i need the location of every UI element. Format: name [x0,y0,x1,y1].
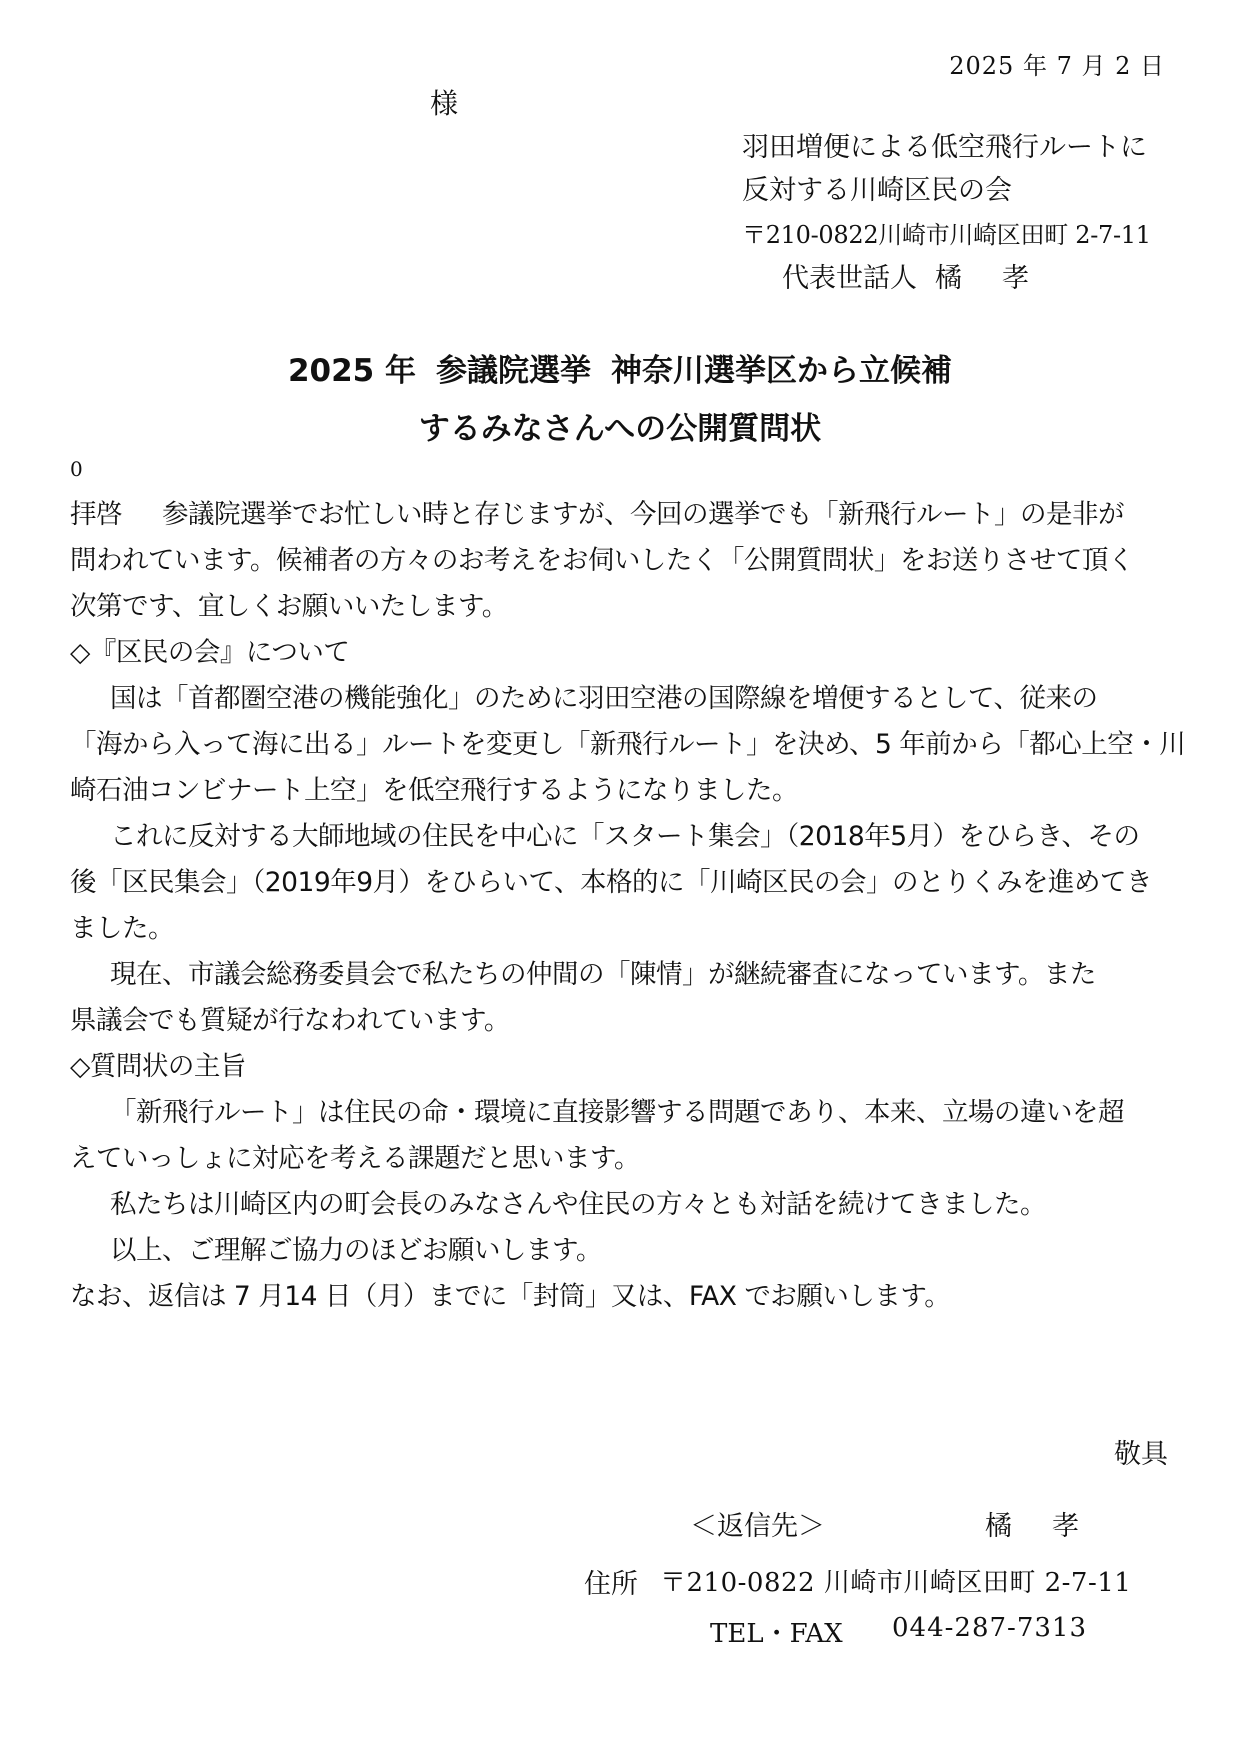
sender-representative [742,257,1212,300]
reply-address-label: 住所 [584,1569,638,1600]
sender-org-line2: 反対する川崎区民の会 [742,175,1012,206]
reply-tel-label: TEL・FAX [710,1619,843,1649]
opening-text-line1: 参議院選挙でお忙しい時と存じますが、今回の選挙でも「新飛行ルート」の是非が [162,499,1124,530]
recipient-suffix: 様 [430,87,459,120]
kumin-paragraph2-line3: ました。 [70,913,174,944]
sender-org-line1: 羽田増便による低空飛行ルートに [742,132,1147,163]
reply-address: 〒210-0822 川崎市川崎区田町 2-7-11 [660,1568,1132,1598]
title-election: 参議院選挙 [436,353,592,389]
kumin-paragraph2-line1: これに反対する大師地域の住民を中心に「スタート集会」（2018年5月）をひらき、その [110,821,1140,852]
kumin-paragraph1-line3: 崎石油コンビナート上空」を低空飛行するようになりました。 [70,775,798,806]
stray-mark: 0 [70,457,83,481]
reply-name: 橘孝 [985,1511,1119,1542]
document-title-line1 [0,345,1240,390]
purpose-paragraph1-line2: えていっしょに対応を考える課題だと思います。 [70,1143,640,1174]
section-heading-purpose: ◇質問状の主旨 [70,1051,246,1082]
section-heading-kumin: ◇『区民の会』について [70,637,350,668]
purpose-paragraph3: 以上、ご理解ご協力のほどお願いします。 [110,1235,602,1266]
purpose-paragraph2: 私たちは川崎区内の町会長のみなさんや住民の方々とも対話を続けてきました。 [110,1189,1046,1220]
opening-paragraph-line1 [70,492,1180,538]
kumin-paragraph1-line2: 「海から入って海に出る」ルートを変更し「新飛行ルート」を決め、5 年前から「都心上空・川 [70,729,1186,760]
representative-name: 橘孝 [935,263,1069,294]
kumin-paragraph2-line2: 後「区民集会」（2019年9月）をひらいて、本格的に「川崎区民の会」のとりくみを進めてき [70,867,1153,898]
representative-label: 代表世話人 [782,263,917,294]
closing-keigu: 敬具 [1114,1439,1168,1470]
document-title-line2: するみなさんへの公開質問状 [418,411,822,447]
sender-block [742,126,1212,300]
kumin-paragraph1-line1: 国は「首都圏空港の機能強化」のために羽田空港の国際線を増便するとして、従来の [110,683,1098,714]
opening-label: 拝啓 [70,499,122,530]
reply-deadline-note: なお、返信は 7 月14 日（月）までに「封筒」又は、FAX でお願いします。 [70,1281,951,1312]
kumin-paragraph3-line2: 県議会でも質疑が行なわれています。 [70,1005,510,1036]
purpose-paragraph1-line1: 「新飛行ルート」は住民の命・環境に直接影響する問題であり、本来、立場の違いを超 [110,1097,1124,1128]
title-year: 2025 年 [287,353,417,389]
sender-address: 〒210-0822川崎市川崎区田町 2-7-11 [742,221,1151,249]
opening-paragraph-line3: 次第です、宜しくお願いいたします。 [70,591,508,622]
title-district: 神奈川選挙区から立候補 [611,353,953,389]
document-date: 2025 年 7 月 2 日 [949,52,1165,80]
letter-body [70,492,1186,1320]
reply-label: ＜返信先＞ [690,1511,825,1542]
kumin-paragraph3-line1: 現在、市議会総務委員会で私たちの仲間の「陳情」が継続審査になっています。また [110,959,1096,990]
opening-paragraph-line2: 問われています。候補者の方々のお考えをお伺いしたく「公開質問状」をお送りさせて頂く [70,545,1134,576]
reply-tel: 044-287-7313 [892,1613,1087,1643]
